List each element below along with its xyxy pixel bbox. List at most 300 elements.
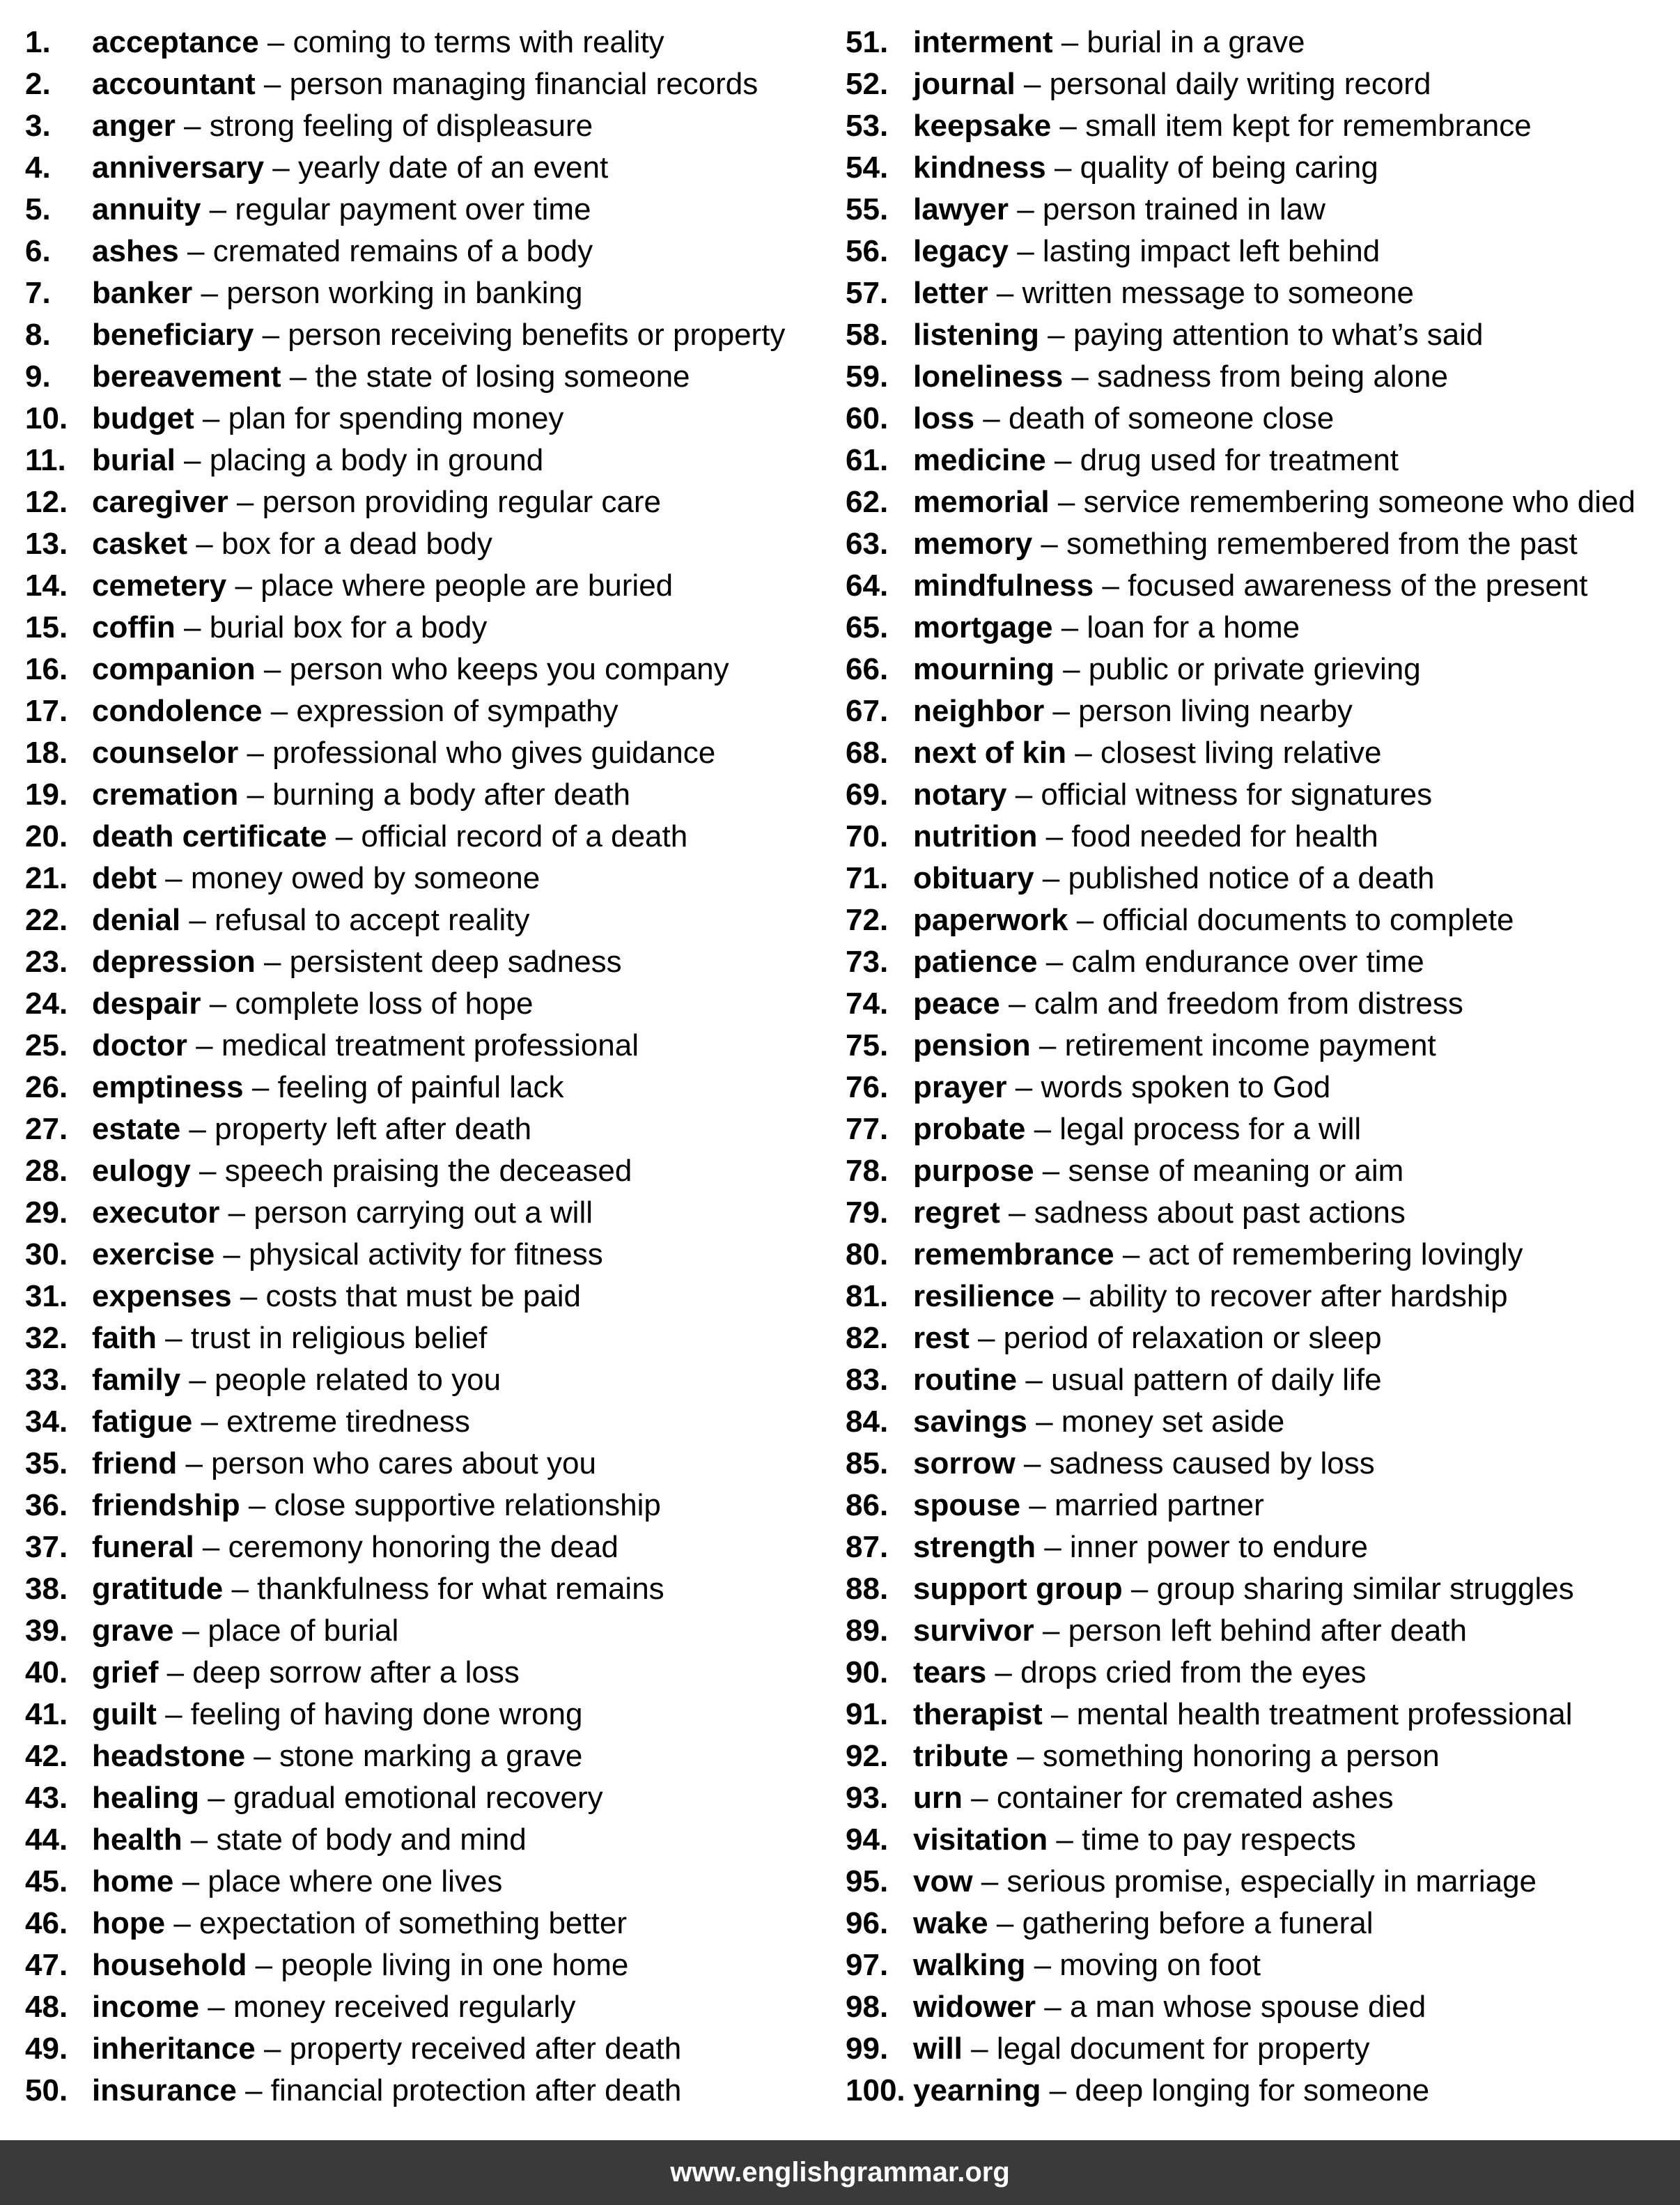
entry-separator: – <box>255 945 290 979</box>
entry-number: 19. <box>25 777 68 812</box>
vocab-entry <box>846 63 1674 105</box>
entry-text <box>92 568 673 603</box>
entry-number: 43. <box>25 1781 68 1815</box>
entry-definition: person working in banking <box>226 276 583 310</box>
entry-text <box>92 1237 603 1272</box>
entry-separator: – <box>1054 652 1089 686</box>
entry-text <box>92 67 758 102</box>
entry-word: anniversary <box>92 150 265 185</box>
entry-definition: serious promise, especially in marriage <box>1006 1864 1537 1898</box>
entry-separator: – <box>175 443 210 477</box>
entry-text <box>913 1279 1508 1314</box>
vocab-entry <box>846 1317 1674 1359</box>
entry-text <box>92 1488 661 1523</box>
vocab-entry <box>25 1025 826 1067</box>
vocab-entry <box>25 1401 826 1443</box>
vocab-entry <box>25 189 826 231</box>
entry-definition: money received regularly <box>233 1990 576 2024</box>
entry-separator: – <box>1094 568 1128 603</box>
entry-number: 3. <box>25 109 51 143</box>
entry-number: 16. <box>25 652 68 686</box>
entry-number: 68. <box>846 736 889 770</box>
entry-text <box>92 610 487 645</box>
vocab-entry <box>25 1234 826 1276</box>
entry-definition: feeling of painful lack <box>277 1070 564 1104</box>
entry-separator: – <box>1114 1237 1149 1271</box>
entry-separator: – <box>255 67 290 101</box>
entry-text <box>913 568 1588 603</box>
vocab-entry <box>25 1735 826 1777</box>
entry-text <box>92 945 622 980</box>
entry-word: healing <box>92 1781 200 1815</box>
vocab-entry <box>25 1359 826 1401</box>
entry-number: 59. <box>846 359 889 394</box>
entry-separator: – <box>258 25 293 59</box>
vocab-entry <box>25 105 826 147</box>
entry-definition: financial protection after death <box>270 2073 682 2107</box>
vocab-entry <box>25 398 826 440</box>
entry-separator: – <box>1122 1572 1157 1606</box>
entry-number: 98. <box>846 1990 889 2024</box>
entry-number: 30. <box>25 1237 68 1271</box>
entry-definition: closest living relative <box>1100 736 1382 770</box>
entry-word: casket <box>92 527 188 561</box>
entry-number: 87. <box>846 1530 889 1564</box>
entry-word: death certificate <box>92 819 327 853</box>
entry-separator: – <box>187 1028 221 1062</box>
entry-number: 20. <box>25 819 68 853</box>
entry-text <box>913 1739 1440 1774</box>
entry-text <box>92 1405 470 1439</box>
entry-text <box>92 1614 398 1648</box>
entry-separator: – <box>238 736 273 770</box>
entry-word: debt <box>92 861 157 895</box>
entry-definition: people living in one home <box>281 1948 629 1982</box>
entry-text <box>92 1823 527 1857</box>
entry-number: 91. <box>846 1697 889 1731</box>
entry-text <box>92 1864 502 1899</box>
entry-text <box>92 234 593 269</box>
vocab-entry <box>25 22 826 63</box>
entry-text <box>92 1530 619 1565</box>
entry-number: 40. <box>25 1655 68 1689</box>
entry-number: 31. <box>25 1279 68 1313</box>
entry-word: survivor <box>913 1614 1034 1648</box>
entry-word: counselor <box>92 736 239 770</box>
entry-number: 65. <box>846 610 889 644</box>
entry-text <box>913 1697 1572 1732</box>
entry-number: 52. <box>846 67 889 101</box>
entry-number: 36. <box>25 1488 68 1522</box>
entry-separator: – <box>182 1823 217 1857</box>
entry-definition: gradual emotional recovery <box>233 1781 603 1815</box>
entry-separator: – <box>255 2032 290 2066</box>
entry-text <box>913 1864 1537 1899</box>
entry-number: 18. <box>25 736 68 770</box>
entry-definition: trust in religious belief <box>190 1321 488 1355</box>
entry-number: 60. <box>846 401 889 435</box>
entry-text <box>92 1154 632 1189</box>
entry-separator: – <box>175 610 210 644</box>
entry-number: 51. <box>846 25 889 59</box>
entry-definition: food needed for health <box>1071 819 1378 853</box>
entry-definition: money set aside <box>1061 1405 1285 1439</box>
vocab-entry <box>25 63 826 105</box>
vocab-entry <box>846 1150 1674 1192</box>
entry-number: 17. <box>25 694 68 728</box>
entry-number: 50. <box>25 2073 68 2107</box>
entry-definition: stone marking a grave <box>279 1739 583 1773</box>
entry-word: estate <box>92 1112 181 1146</box>
entry-separator: – <box>1044 694 1079 728</box>
entry-text <box>92 1739 582 1774</box>
entry-word: routine <box>913 1363 1018 1397</box>
entry-word: headstone <box>92 1739 246 1773</box>
entry-word: regret <box>913 1196 1000 1230</box>
vocab-entry <box>25 983 826 1025</box>
entry-separator: – <box>180 1112 215 1146</box>
entry-number: 80. <box>846 1237 889 1271</box>
vocab-entry <box>846 147 1674 189</box>
entry-text <box>913 1823 1356 1857</box>
entry-definition: thankfulness for what remains <box>257 1572 664 1606</box>
entry-definition: person living nearby <box>1078 694 1353 728</box>
entry-text <box>913 1572 1574 1607</box>
entry-word: guilt <box>92 1697 157 1731</box>
entry-number: 100. <box>846 2073 905 2107</box>
entry-separator: – <box>1045 150 1080 185</box>
vocab-entry <box>846 1944 1674 1986</box>
entry-text <box>913 1781 1394 1816</box>
entry-separator: – <box>962 2032 997 2066</box>
entry-word: peace <box>913 987 1000 1021</box>
vocab-entry <box>25 899 826 941</box>
entry-text <box>92 819 687 854</box>
entry-text <box>913 2032 1369 2066</box>
entry-text <box>92 401 563 436</box>
entry-word: widower <box>913 1990 1036 2024</box>
entry-number: 46. <box>25 1906 68 1940</box>
vocab-entry <box>25 1150 826 1192</box>
entry-separator: – <box>219 1196 254 1230</box>
entry-word: health <box>92 1823 182 1857</box>
entry-number: 37. <box>25 1530 68 1564</box>
entry-number: 2. <box>25 67 51 101</box>
vocab-entry <box>25 1861 826 1903</box>
entry-text <box>92 1446 596 1481</box>
entry-word: vow <box>913 1864 973 1898</box>
entry-word: despair <box>92 987 201 1021</box>
entry-number: 9. <box>25 359 51 394</box>
entry-definition: calm and freedom from distress <box>1034 987 1463 1021</box>
entry-definition: physical activity for fitness <box>249 1237 603 1271</box>
entry-text <box>92 861 540 896</box>
entry-separator: – <box>175 109 210 143</box>
entry-word: notary <box>913 777 1007 812</box>
vocab-entry <box>25 649 826 690</box>
vocab-entry <box>846 1903 1674 1944</box>
entry-number: 35. <box>25 1446 68 1480</box>
entry-text <box>913 987 1463 1021</box>
entry-separator: – <box>180 903 215 937</box>
vocab-entry <box>846 941 1674 983</box>
entry-definition: expectation of something better <box>199 1906 627 1940</box>
entry-separator: – <box>327 819 361 853</box>
entry-text <box>92 1279 581 1314</box>
entry-text <box>92 1363 501 1398</box>
entry-word: mindfulness <box>913 568 1094 603</box>
entry-definition: drug used for treatment <box>1080 443 1399 477</box>
entry-separator: – <box>1006 1070 1041 1104</box>
entry-number: 22. <box>25 903 68 937</box>
vocab-entry <box>25 1694 826 1735</box>
entry-definition: burial in a grave <box>1087 25 1305 59</box>
entry-separator: – <box>178 234 213 268</box>
entry-definition: moving on foot <box>1059 1948 1261 1982</box>
vocab-entry <box>25 690 826 732</box>
entry-number: 84. <box>846 1405 889 1439</box>
entry-text <box>913 276 1414 311</box>
entry-separator: – <box>1015 1446 1050 1480</box>
entry-text <box>913 736 1381 771</box>
entry-word: eulogy <box>92 1154 191 1188</box>
vocab-entry <box>25 1986 826 2028</box>
entry-word: insurance <box>92 2073 237 2107</box>
entry-number: 73. <box>846 945 889 979</box>
entry-text <box>92 2032 681 2066</box>
entry-text <box>913 234 1380 269</box>
entry-number: 85. <box>846 1446 889 1480</box>
entry-number: 21. <box>25 861 68 895</box>
entry-separator: – <box>226 568 261 603</box>
entry-text <box>913 1321 1382 1356</box>
entry-word: patience <box>913 945 1038 979</box>
entry-text <box>92 192 591 227</box>
entry-separator: – <box>156 1321 191 1355</box>
entry-separator: – <box>281 359 316 394</box>
entry-separator: – <box>962 1781 997 1815</box>
vocab-entry <box>846 1401 1674 1443</box>
vocab-entry <box>846 816 1674 858</box>
entry-word: condolence <box>92 694 263 728</box>
entry-number: 94. <box>846 1823 889 1857</box>
vocab-entry <box>846 1777 1674 1819</box>
entry-number: 24. <box>25 987 68 1021</box>
entry-number: 44. <box>25 1823 68 1857</box>
entry-word: grief <box>92 1655 159 1689</box>
entry-definition: period of relaxation or sleep <box>1003 1321 1382 1355</box>
entry-definition: complete loss of hope <box>235 987 534 1021</box>
entry-separator: – <box>1034 1154 1068 1188</box>
entry-text <box>92 25 664 60</box>
entry-definition: regular payment over time <box>235 192 591 226</box>
entry-number: 71. <box>846 861 889 895</box>
vocab-entry <box>25 523 826 565</box>
entry-word: budget <box>92 401 194 435</box>
entry-text <box>913 192 1325 227</box>
entry-separator: – <box>1020 1488 1055 1522</box>
entry-word: keepsake <box>913 109 1052 143</box>
entry-definition: person receiving benefits or property <box>288 318 786 352</box>
entry-number: 67. <box>846 694 889 728</box>
entry-word: ashes <box>92 234 179 268</box>
entry-separator: – <box>1008 1739 1043 1773</box>
entry-separator: – <box>1015 67 1050 101</box>
entry-text <box>913 1530 1368 1565</box>
entry-separator: – <box>1052 25 1087 59</box>
entry-number: 70. <box>846 819 889 853</box>
entry-separator: – <box>1052 610 1087 644</box>
entry-separator: – <box>228 485 263 519</box>
entry-word: household <box>92 1948 247 1982</box>
entry-word: tears <box>913 1655 987 1689</box>
entry-word: neighbor <box>913 694 1045 728</box>
entry-separator: – <box>201 987 235 1021</box>
entry-text <box>913 1655 1367 1690</box>
entry-separator: – <box>1030 1028 1065 1062</box>
entry-number: 57. <box>846 276 889 310</box>
entry-text <box>913 1906 1373 1941</box>
entry-word: grave <box>92 1614 174 1648</box>
entry-number: 81. <box>846 1279 889 1313</box>
entry-word: support group <box>913 1572 1123 1606</box>
entry-definition: medical treatment professional <box>221 1028 639 1062</box>
vocab-entry <box>846 1568 1674 1610</box>
entry-text <box>913 359 1448 394</box>
entry-number: 89. <box>846 1614 889 1648</box>
entry-separator: – <box>262 694 297 728</box>
entry-text <box>913 652 1421 687</box>
entry-number: 55. <box>846 192 889 226</box>
entry-separator: – <box>1027 1405 1061 1439</box>
entry-word: doctor <box>92 1028 187 1062</box>
entry-word: pension <box>913 1028 1031 1062</box>
vocab-entry <box>846 1986 1674 2028</box>
entry-word: strength <box>913 1530 1036 1564</box>
entry-text <box>913 150 1378 185</box>
vocab-entry <box>846 1108 1674 1150</box>
entry-separator: – <box>245 1739 279 1773</box>
entry-text <box>913 25 1305 60</box>
entry-separator: – <box>1051 109 1086 143</box>
entry-number: 97. <box>846 1948 889 1982</box>
entry-definition: official witness for signatures <box>1041 777 1433 812</box>
entry-definition: personal daily writing record <box>1049 67 1431 101</box>
entry-text <box>92 1070 564 1105</box>
entry-definition: death of someone close <box>1008 401 1335 435</box>
entry-text <box>913 1446 1375 1481</box>
entry-definition: loan for a home <box>1087 610 1300 644</box>
vocab-entry <box>846 523 1674 565</box>
entry-text <box>92 443 543 478</box>
entry-separator: – <box>1036 1990 1070 2024</box>
entry-word: tribute <box>913 1739 1009 1773</box>
entry-number: 47. <box>25 1948 68 1982</box>
entry-definition: written message to someone <box>1022 276 1415 310</box>
entry-definition: service remembering someone who died <box>1083 485 1635 519</box>
website-url[interactable]: www.englishgrammar.org <box>670 2157 1010 2188</box>
entry-separator: – <box>173 1614 208 1648</box>
entry-separator: – <box>194 401 228 435</box>
entry-definition: sadness about past actions <box>1034 1196 1406 1230</box>
entry-separator: – <box>1055 1279 1089 1313</box>
vocab-entry <box>846 189 1674 231</box>
entry-word: annuity <box>92 192 201 226</box>
entry-word: gratitude <box>92 1572 224 1606</box>
entry-text <box>92 2073 681 2108</box>
entry-word: journal <box>913 67 1016 101</box>
vocab-entry <box>846 2070 1674 2112</box>
entry-definition: box for a dead body <box>221 527 492 561</box>
entry-word: funeral <box>92 1530 194 1564</box>
entry-separator: – <box>243 1070 278 1104</box>
entry-word: remembrance <box>913 1237 1114 1271</box>
entry-text <box>92 150 608 185</box>
entry-number: 77. <box>846 1112 889 1146</box>
entry-text <box>92 1196 593 1230</box>
entry-number: 82. <box>846 1321 889 1355</box>
entry-word: banker <box>92 276 193 310</box>
entry-word: beneficiary <box>92 318 254 352</box>
entry-number: 11. <box>25 443 66 477</box>
entry-definition: group sharing similar struggles <box>1156 1572 1574 1606</box>
entry-definition: costs that must be paid <box>265 1279 581 1313</box>
vocab-entry <box>25 732 826 774</box>
entry-number: 45. <box>25 1864 68 1898</box>
entry-word: emptiness <box>92 1070 244 1104</box>
entry-separator: – <box>1034 1614 1068 1648</box>
entry-text <box>913 443 1399 478</box>
entry-definition: property received after death <box>289 2032 682 2066</box>
entry-definition: speech praising the deceased <box>224 1154 632 1188</box>
entry-number: 96. <box>846 1906 889 1940</box>
entry-text <box>92 987 533 1021</box>
vocab-entry <box>25 1903 826 1944</box>
entry-separator: – <box>1039 318 1073 352</box>
entry-word: kindness <box>913 150 1046 185</box>
entry-word: hope <box>92 1906 166 1940</box>
entry-separator: – <box>190 1154 225 1188</box>
entry-definition: persistent deep sadness <box>289 945 622 979</box>
entry-separator: – <box>1034 861 1068 895</box>
vocab-entry <box>846 983 1674 1025</box>
entry-separator: – <box>215 1237 249 1271</box>
vocab-entry <box>25 774 826 816</box>
vocab-entry <box>25 816 826 858</box>
entry-word: walking <box>913 1948 1026 1982</box>
vocab-entry <box>846 607 1674 649</box>
entry-definition: person providing regular care <box>262 485 661 519</box>
entry-number: 88. <box>846 1572 889 1606</box>
entry-text <box>913 109 1532 144</box>
entry-separator: – <box>972 1864 1007 1898</box>
entry-text <box>913 1363 1382 1398</box>
entry-word: listening <box>913 318 1039 352</box>
entry-text <box>913 2073 1429 2108</box>
entry-definition: sadness from being alone <box>1097 359 1448 394</box>
entry-text <box>913 318 1484 353</box>
entry-definition: person who cares about you <box>211 1446 596 1480</box>
vocab-entry <box>846 1652 1674 1694</box>
entry-separator: – <box>1025 1112 1060 1146</box>
vocab-entry <box>846 1526 1674 1568</box>
vocab-entry <box>846 899 1674 941</box>
vocab-entry <box>25 356 826 398</box>
entry-number: 48. <box>25 1990 68 2024</box>
entry-text <box>913 1990 1426 2025</box>
entry-text <box>913 1028 1436 1063</box>
vocab-entry <box>846 1234 1674 1276</box>
